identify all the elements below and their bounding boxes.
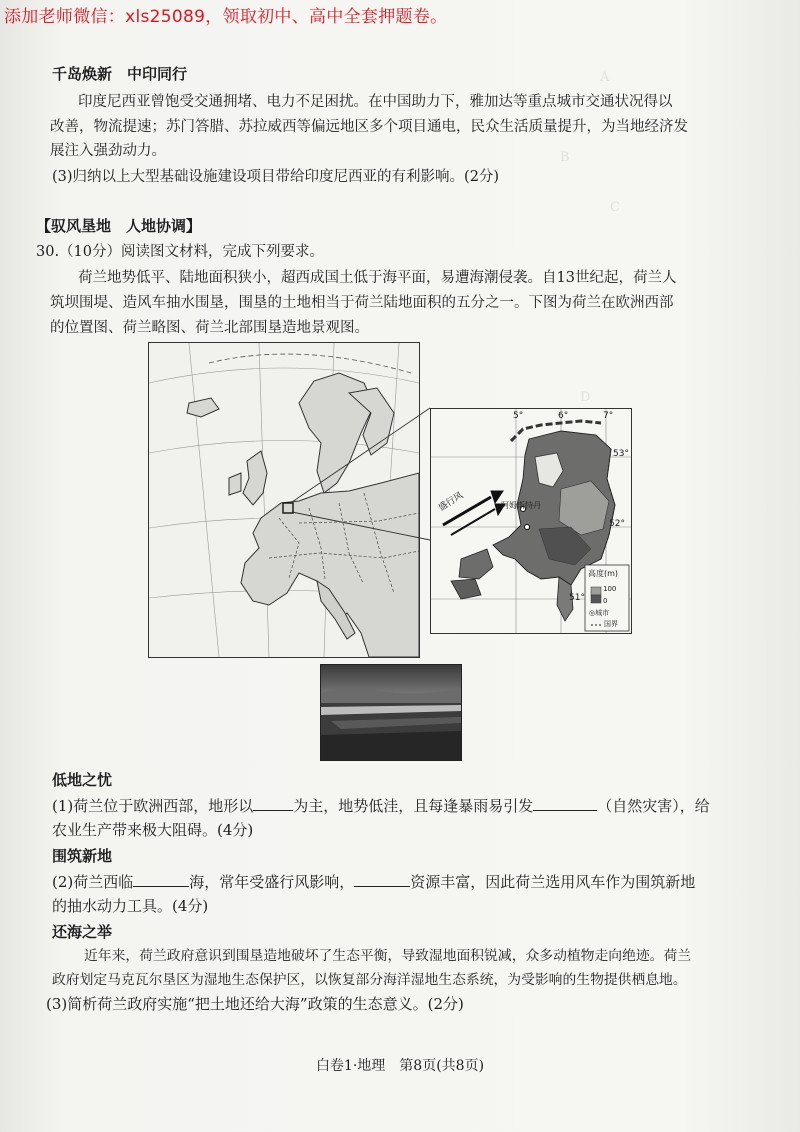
sub3-para-line-1: 近年来，荷兰政府意识到围垦造地破坏了生态平衡，导致湿地面积锐减，众多动植物走向绝迹。荷兰 — [84, 948, 692, 964]
legend-border-label: 国界 — [604, 620, 618, 628]
landscape-photo-graphic — [321, 665, 461, 760]
question-30-head: 30.（10分）阅读图文材料，完成下列要求。 — [36, 244, 325, 260]
sub1-line1 — [52, 796, 710, 816]
section1-paragraph-line-3: 展注入强劲动力。 — [50, 143, 166, 159]
sub1-text-a: (1)荷兰位于欧洲西部，地形以 — [52, 797, 254, 815]
legend-city-entry — [589, 609, 609, 617]
sub3-title: 还海之举 — [52, 923, 113, 941]
reclamation-landscape-photo — [320, 664, 462, 761]
answer-blank-disaster[interactable] — [533, 796, 597, 811]
legend-low-value: 0 — [603, 597, 608, 605]
netherlands-inset-map — [430, 408, 632, 634]
sub3-question-3: (3)简析荷兰政府实施“把土地还给大海”政策的生态意义。(2分) — [46, 995, 464, 1013]
section1-paragraph-line-2: 改善，物流提速；苏门答腊、苏拉威西等偏远地区多个项目通电，民众生活质量提升，为当地经济发 — [50, 119, 688, 135]
lat-label-53: 53° — [613, 449, 629, 459]
prevailing-wind-label: 盛行风 — [437, 490, 466, 514]
lat-label-51: 51° — [569, 593, 585, 603]
page-footer: 白卷1·地理 第8页(共8页) — [315, 1058, 485, 1074]
intro-line-2: 筑坝围堤、造风车抽水围垦，围垦的土地相当于荷兰陆地面积的五分之一。下图为荷兰在欧洲西部 — [50, 295, 674, 311]
sub2-line2: 的抽水动力工具。(4分) — [52, 897, 209, 915]
legend-city-label: 城市 — [595, 609, 610, 617]
lon-label-6: 6° — [558, 411, 569, 421]
sub2-line1 — [52, 872, 695, 892]
answer-blank-terrain[interactable] — [253, 796, 293, 811]
legend-title: 高度(m) — [588, 569, 619, 578]
section1-question-3: (3)归纳以上大型基础设施建设项目带给印度尼西亚的有利影响。(2分) — [52, 169, 500, 185]
section1-heading: 千岛焕新 中印同行 — [52, 65, 188, 83]
legend-high-value: 100 — [603, 585, 617, 593]
sub1-line2: 农业生产带来极大阻碍。(4分) — [52, 821, 254, 839]
lon-label-7: 7° — [603, 411, 614, 421]
answer-blank-resource[interactable] — [354, 872, 410, 887]
sub1-text-c: （自然灾害），给 — [597, 797, 710, 815]
answer-blank-sea[interactable] — [133, 872, 189, 887]
lat-label-52: 52° — [609, 519, 625, 529]
sub2-text-a: (2)荷兰西临 — [52, 873, 134, 891]
amsterdam-label: 阿姆斯特丹 — [501, 501, 541, 510]
netherlands-map-graphic — [431, 409, 631, 633]
sub2-text-c: 资源丰富，因此荷兰选用风车作为围筑新地 — [410, 873, 696, 891]
lon-label-5: 5° — [513, 411, 524, 421]
sub3-para-line-2: 政府划定马克瓦尔垦区为湿地生态保护区，以恢复部分海洋湿地生态系统，为受影响的生物提供栖息地。 — [52, 972, 687, 988]
section1-paragraph-line-1: 印度尼西亚曾饱受交通拥堵、电力不足困扰。在中国助力下，雅加达等重点城市交通状况得以 — [78, 94, 673, 110]
intro-line-1: 荷兰地势低平、陆地面积狭小，超西成国土低于海平面，易遭海潮侵袭。自13世纪起，荷兰人 — [78, 270, 677, 286]
sub1-text-b: 为主，地势低洼，且每逢暴雨易引发 — [293, 797, 534, 815]
sub1-title: 低地之忧 — [52, 771, 113, 789]
city-legend-icon: ◎ — [589, 609, 596, 617]
sub2-text-b: 海，常年受盛行风影响， — [189, 873, 355, 891]
intro-line-3: 的位置图、荷兰略图、荷兰北部围垦造地景观图。 — [50, 320, 369, 336]
promo-banner: 添加老师微信：xls25089，领取初中、高中全套押题卷。 — [4, 7, 448, 27]
sub2-title: 围筑新地 — [52, 847, 113, 865]
exam-page: A B C D 添加老师微信：xls25089，领取初中、高中全套押题卷。 千岛焕新 中印同行 印度尼西亚曾饱受交通拥堵、电力不足困扰。在中国助力下，雅加达等重点城市交通状况得以 改善，物流提速；苏门答腊、苏拉威西等偏远地区多个项目通电，民众生活质量提升，为当地经济发 展注入强劲动力。 (3)归纳以上大型基础设施建设项目带给印度尼西亚的有利影响。(2分) 【驭风垦地 人地协调】 30.（10分）阅读图文材料，完成下列要求。 荷兰地势低平、陆地面积狭小，超西成国土低于海平面，易遭海潮侵袭。自13世纪起，荷兰人 筑坝围堤、造风车抽水围垦，围垦的土地相当于荷兰陆地面积的五分之一。下图为荷兰在欧洲西部 的位置图、荷兰略图、荷兰北部围垦造地景观图。 5° 6° 7° 53° 52° 51° 盛行风 阿姆斯特丹 高度(m) 100 0 ◎城市 国界 低地之忧 (1)荷兰位于欧洲西部，地形以 为主，地势低洼，且每逢暴雨易引发 （自然灾害），给 农业生产带来极大阻碍。(4分) 围筑新地 (2)荷兰西临 海，常年受盛行风影响， 资源丰富，因此荷兰选用风车作为围筑新地 的抽水动力工具。(4分) 还海之举 近年来，荷兰政府意识到围垦造地破坏了生态平衡，导致湿地面积锐减，众多动植物走向绝迹。荷兰 政府划定马克瓦尔垦区为湿地生态保护区，以恢复部分海洋湿地生态系统，为受影响的生物提供栖息地。 (3)简析荷兰政府实施“把土地还给大海”政策的生态意义。(2分) 白卷1·地理 第8页(共8页) — [0, 0, 800, 1132]
section2-title: 【驭风垦地 人地协调】 — [36, 217, 202, 235]
